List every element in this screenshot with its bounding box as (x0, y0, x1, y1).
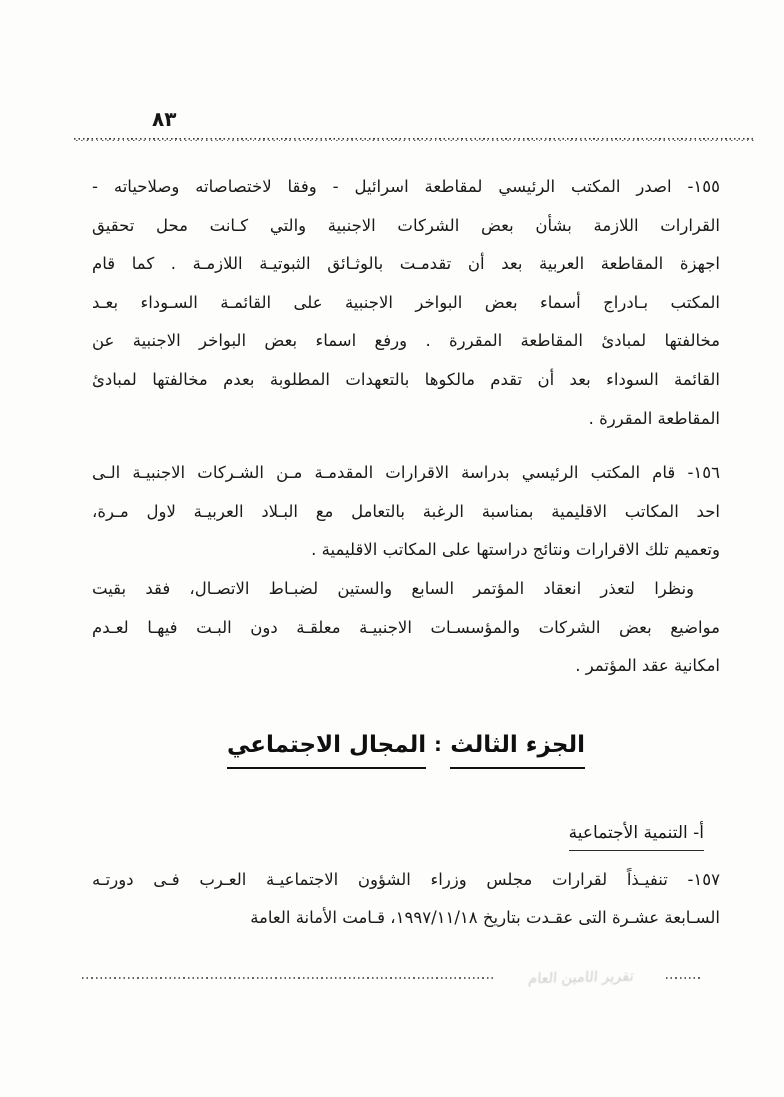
text-line: ونظرا لتعذر انعقاد المؤتمر السابع والستين لضبـاط الاتصـال، فقد بقيت (92, 578, 694, 598)
text-line: المقاطعة المقررة . (588, 408, 720, 428)
text-line: امكانية عقد المؤتمر . (575, 656, 720, 676)
paragraph-157 (92, 861, 720, 938)
section-title: المجال الاجتماعي (227, 730, 426, 769)
document-body (92, 168, 720, 938)
section-part-label: الجزء الثالث (450, 730, 585, 769)
paragraph-155 (92, 168, 720, 438)
paragraph-note (92, 570, 720, 686)
text-line: مواضيع بعض الشركات والمؤسسـات الاجنبيـة معلقـة دون البـت فيهـا لعـدم (92, 617, 720, 637)
text-line: القرارات اللازمة بشأن بعض الشركات الاجنبية والتي كـانت محل تحقيق (92, 215, 720, 235)
subsection-label: أ- التنمية الأجتماعية (569, 821, 704, 851)
page-footer (74, 966, 700, 990)
text-line: ١٥٦- قام المكتب الرئيسي بدراسة الاقرارات المقدمـة مـن الشـركات الاجنبيـة الـى (92, 463, 720, 483)
text-line: مخالفتها لمبادئ المقاطعة المقررة . ورفع اسماء بعض البواخر الاجنبية عن (92, 331, 720, 351)
text-line: وتعميم تلك الاقرارات ونتائج دراستها على المكاتب الاقليمية . (311, 540, 720, 560)
text-line: اجهزة المقاطعة العربية بعد أن تقدمـت بالوثـائق الثبوتيـة اللازمـة . كما قام (92, 254, 720, 274)
text-line: السـابعة عشـرة التى عقـدت بتاريخ ١٩٩٧/١١/١٨، قـامت الأمانة العامة (250, 908, 720, 928)
footer-dots-right (666, 977, 700, 979)
section-colon: : (434, 733, 443, 756)
text-line: ١٥٧- تنفيـذاً لقرارات مجلس وزراء الشؤون الاجتماعيـة العـرب فـى دورتـه (92, 869, 720, 889)
page-header (0, 0, 784, 142)
paragraph-156 (92, 454, 720, 570)
subsection-heading (92, 821, 704, 851)
footer-dots-left (82, 977, 496, 979)
text-line: القائمة السوداء بعد أن تقدم مالكوها بالتعهدات المطلوبة بعدم مخالفتها لمبادئ (92, 369, 720, 389)
footer-faint-note: تقرير الأمين العام (527, 968, 635, 988)
text-line: احد المكاتب الاقليمية بمناسبة الرغبة بالتعامل مع البـلاد العربيـة لاول مـرة، (92, 501, 720, 521)
text-line: ١٥٥- اصدر المكتب الرئيسي لمقاطعة اسرائيل - وفقا لاختصاصاته وصلاحياته - (92, 177, 720, 196)
section-heading (92, 730, 720, 769)
page-number: ٨٣ (152, 107, 177, 131)
header-rule (74, 138, 755, 142)
text-line: المكتب بـادراج أسماء بعض البواخر الاجنبية على القائمـة السـوداء بعـد (92, 292, 720, 312)
